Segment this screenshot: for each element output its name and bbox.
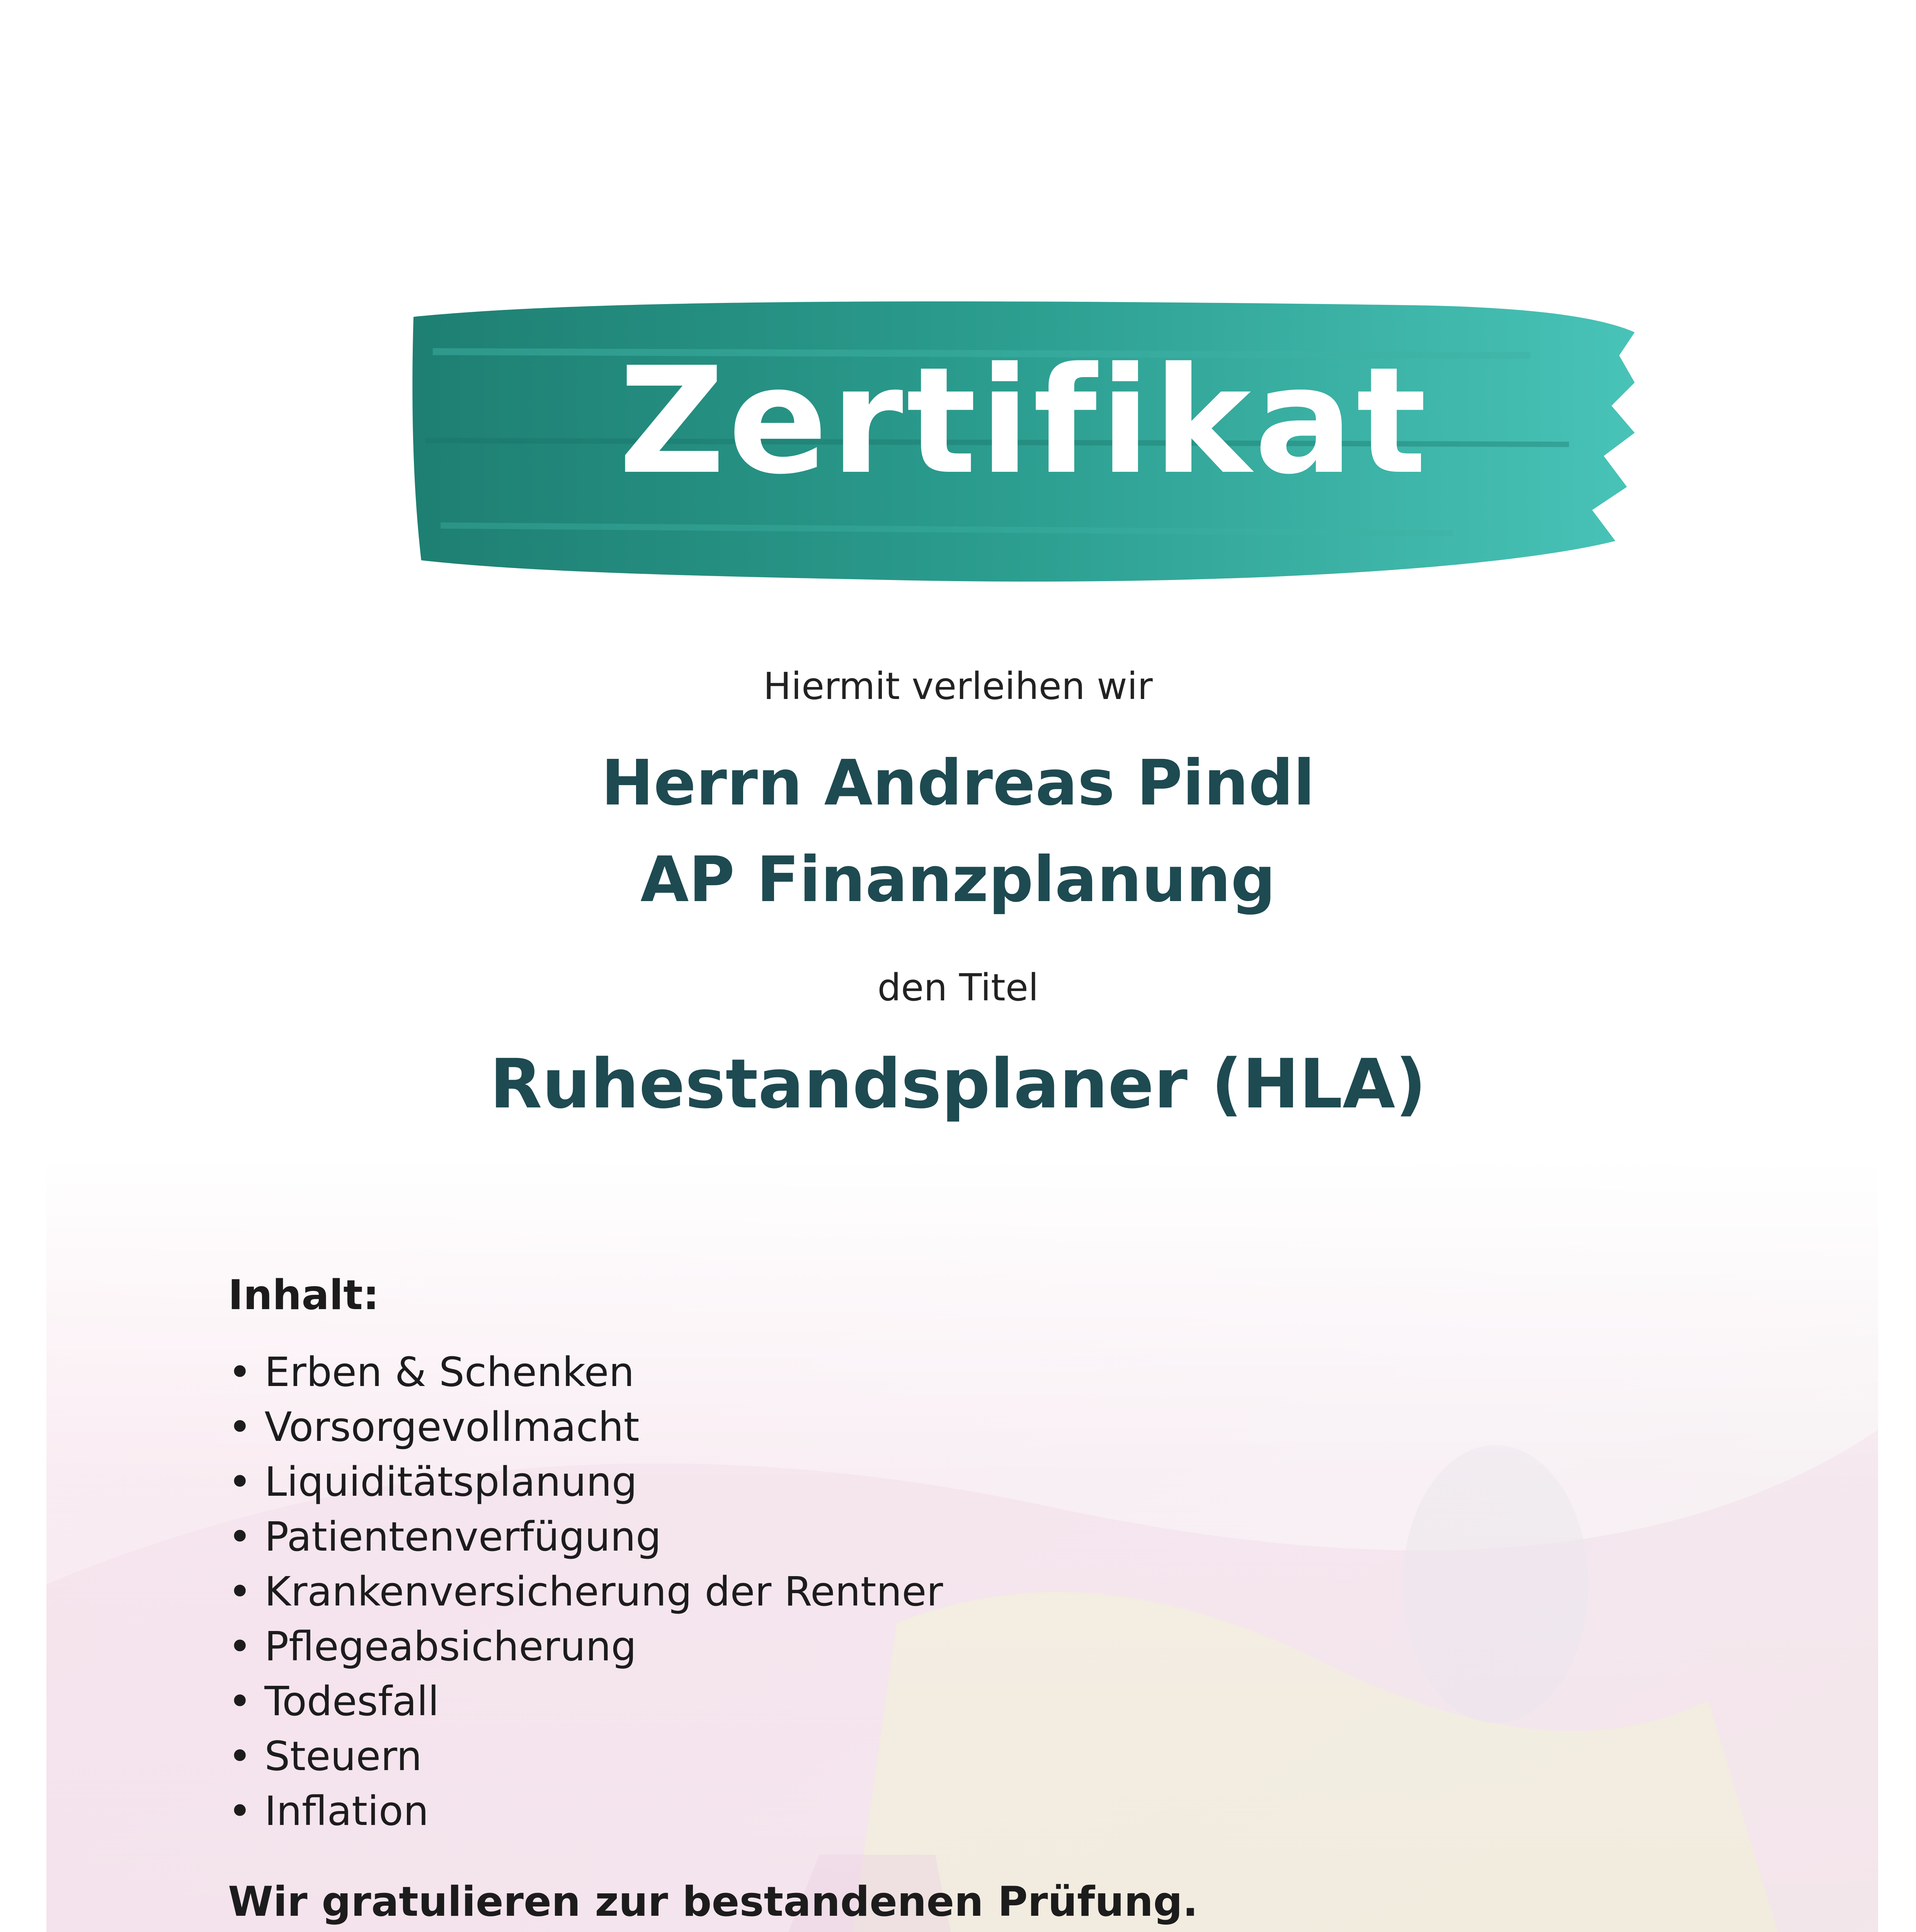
title-intro-text: den Titel xyxy=(877,966,1039,1009)
recipient-company: AP Finanzplanung xyxy=(640,844,1276,916)
recipient-name: Herrn Andreas Pindl xyxy=(601,747,1315,820)
list-item: • Erben & Schenken xyxy=(228,1345,943,1400)
congratulation-text: Wir gratulieren zur bestandenen Prüfung. xyxy=(228,1878,1198,1925)
content-list xyxy=(228,1345,943,1838)
content-heading: Inhalt: xyxy=(228,1271,379,1319)
list-item: • Steuern xyxy=(228,1729,943,1784)
list-item: • Todesfall xyxy=(228,1674,943,1729)
awarded-title: Ruhestandsplaner (HLA) xyxy=(490,1044,1426,1124)
list-item: • Vorsorgevollmacht xyxy=(228,1400,943,1454)
intro-text: Hiermit verleihen wir xyxy=(763,665,1153,708)
list-item: • Inflation xyxy=(228,1784,943,1838)
list-item: • Pflegeabsicherung xyxy=(228,1619,943,1674)
list-item: • Patientenverfügung xyxy=(228,1509,943,1564)
list-item: • Krankenversicherung der Rentner xyxy=(228,1564,943,1619)
certificate-heading: Zertifikat xyxy=(618,335,1430,507)
list-item: • Liquiditätsplanung xyxy=(228,1454,943,1509)
